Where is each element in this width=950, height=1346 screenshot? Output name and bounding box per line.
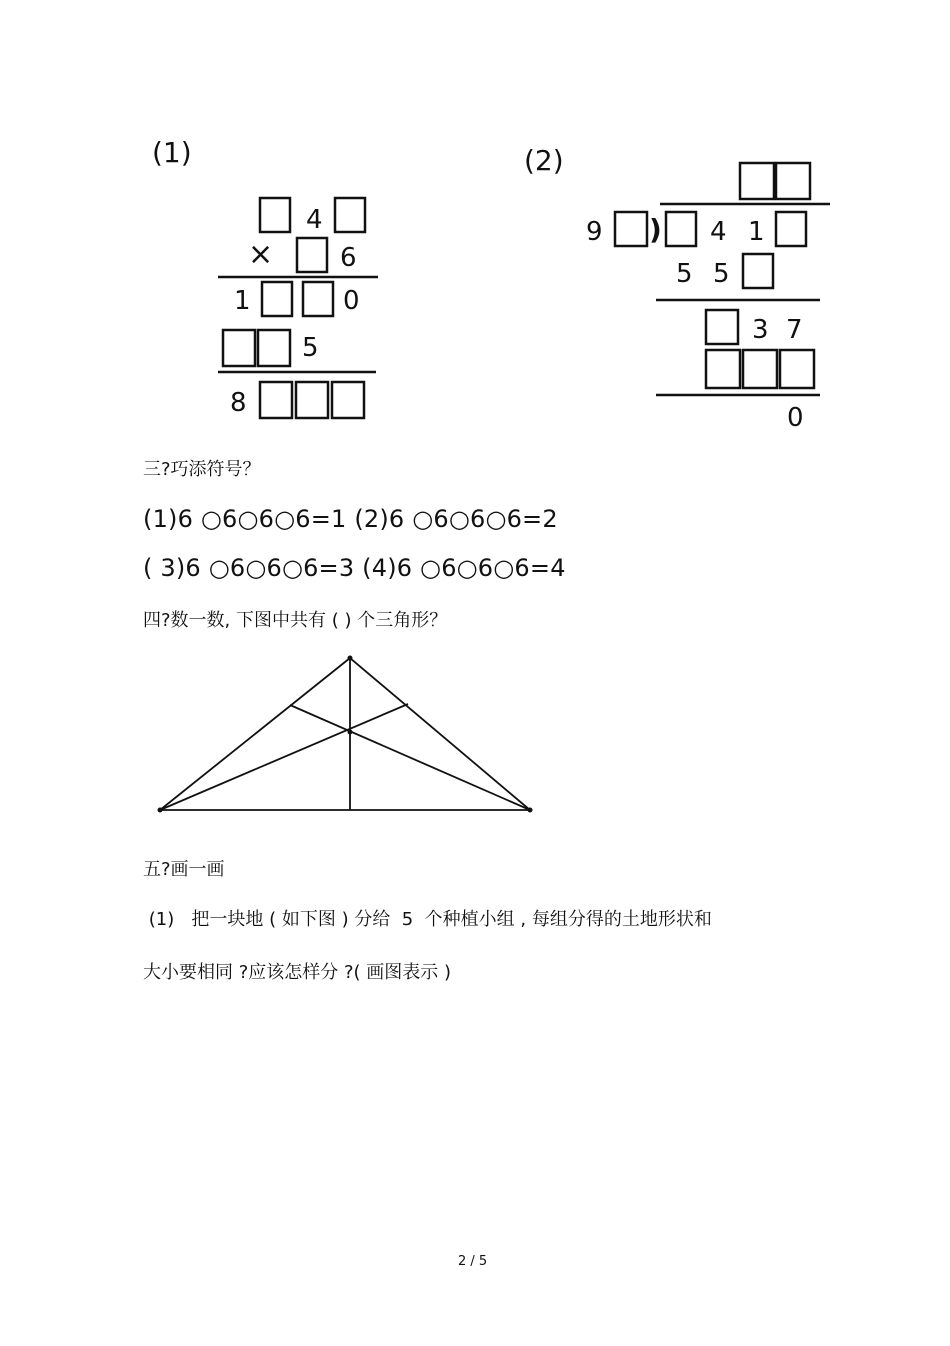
section3-heading: 三?巧添符号？ — [143, 459, 261, 480]
times-sign: × — [248, 237, 274, 272]
blank-box[interactable] — [335, 198, 365, 232]
page-number: 2 / 5 — [458, 1254, 488, 1269]
digit: 1 — [234, 286, 251, 316]
digit: 6 — [340, 243, 357, 273]
digit: 0 — [787, 403, 804, 433]
puzzle1-label: (1) — [152, 136, 192, 169]
section5-item1-line1: (1) 把一块地 ( 如下图 ) 分给 5 个种植小组 , 每组分得的土地形状和 — [143, 909, 712, 930]
division-puzzle-figure — [510, 130, 840, 440]
blank-box[interactable] — [297, 238, 327, 272]
section4-heading: 四?数一数, 下图中共有 ( ) 个三角形？ — [143, 610, 448, 631]
digit: 5 — [713, 259, 730, 289]
blank-box[interactable] — [260, 198, 290, 232]
digit: 5 — [676, 259, 693, 289]
vertex-dot — [348, 730, 353, 735]
blank-box[interactable] — [776, 212, 806, 246]
digit: 4 — [710, 217, 727, 247]
vertex-dot — [528, 808, 533, 813]
cevian-left — [160, 704, 408, 810]
multiplication-puzzle-figure — [130, 120, 400, 440]
blank-box[interactable] — [332, 382, 364, 418]
digit: 4 — [306, 205, 323, 235]
digit: 1 — [748, 217, 765, 247]
section5-item1-line2: 大小要相同 ?应该怎样分 ?( 画图表示 ) — [143, 962, 452, 983]
digit: 9 — [586, 217, 603, 247]
section5-heading: 五?画一画 — [143, 859, 225, 880]
digit: 7 — [786, 315, 803, 345]
blank-box[interactable] — [615, 212, 647, 246]
equation-line-2: ( 3)6 ○6○6○6=3 (4)6 ○6○6○6=4 — [143, 554, 566, 582]
equation-line-1: (1)6 ○6○6○6=1 (2)6 ○6○6○6=2 — [143, 505, 558, 533]
blank-box[interactable] — [296, 382, 328, 418]
blank-box[interactable] — [223, 330, 255, 366]
blank-box[interactable] — [706, 310, 738, 344]
blank-box[interactable] — [776, 163, 810, 199]
blank-box[interactable] — [303, 282, 333, 316]
digit: 3 — [752, 315, 769, 345]
digit: 5 — [302, 333, 319, 363]
vertex-dot — [348, 656, 353, 661]
blank-box[interactable] — [706, 350, 740, 388]
digit: 8 — [230, 388, 247, 418]
cevian-right — [290, 705, 530, 810]
puzzle2-label: (2) — [524, 144, 564, 177]
blank-box[interactable] — [258, 330, 290, 366]
blank-box[interactable] — [262, 282, 292, 316]
blank-box[interactable] — [740, 163, 774, 199]
triangle-count-figure — [150, 648, 540, 828]
blank-box[interactable] — [743, 254, 773, 288]
blank-box[interactable] — [780, 350, 814, 388]
blank-box[interactable] — [743, 350, 777, 388]
division-bracket: ) — [649, 213, 662, 246]
vertex-dot — [158, 808, 163, 813]
blank-box[interactable] — [666, 212, 696, 246]
blank-box[interactable] — [260, 382, 292, 418]
digit: 0 — [343, 286, 360, 316]
